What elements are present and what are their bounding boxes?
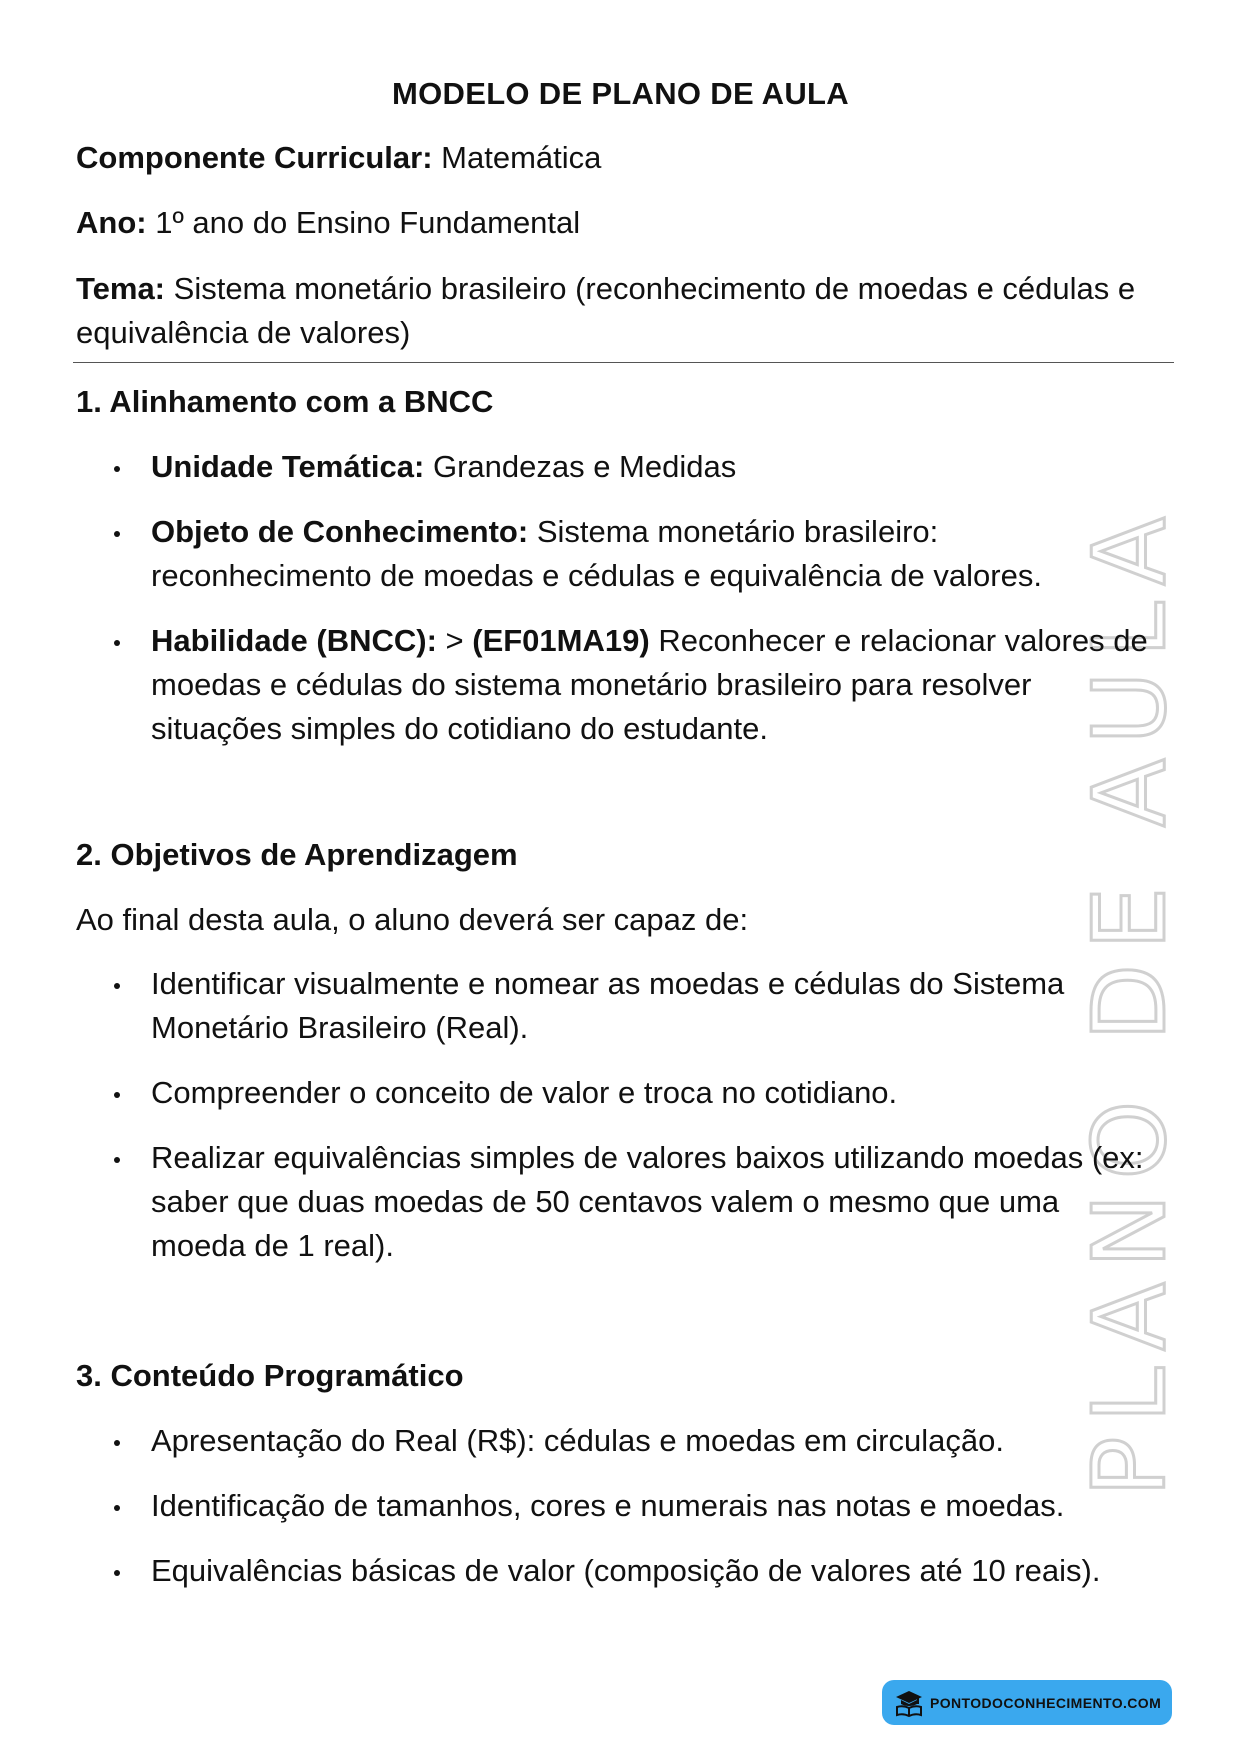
list-item: Equivalências básicas de valor (composição de valores até 10 reais). [151, 1549, 1151, 1593]
page-title: MODELO DE PLANO DE AULA [392, 76, 849, 111]
item-label: Unidade Temática: [151, 449, 425, 484]
watermark-text: PLANO DE AULA [1071, 503, 1188, 1498]
list-item [151, 619, 1151, 751]
meta-componente-value: Matemática [441, 140, 602, 175]
list-item: Identificação de tamanhos, cores e numerais nas notas e moedas. [151, 1484, 1151, 1528]
list-item: Identificar visualmente e nomear as moedas e cédulas do Sistema Monetário Brasileiro (Real). [151, 962, 1151, 1050]
meta-componente [76, 136, 1156, 180]
item-text: Grandezas e Medidas [432, 449, 737, 484]
meta-ano [76, 201, 1156, 245]
list-item: Compreender o conceito de valor e troca no cotidiano. [151, 1071, 1151, 1115]
section-heading-bncc: 1. Alinhamento com a BNCC [76, 384, 494, 419]
item-text: Reconhecer e relacionar valores de moedas e cédulas do sistema monetário brasileiro para resolver situações simples do cotidiano do estudante. [151, 623, 1148, 746]
item-label: Objeto de Conhecimento: [151, 514, 529, 549]
meta-tema-label: Tema: [76, 271, 166, 306]
list-item [151, 510, 1151, 598]
meta-tema-value: Sistema monetário brasileiro (reconhecimento de moedas e cédulas e equivalência de valores) [76, 271, 1136, 350]
objetivos-intro: Ao final desta aula, o aluno deverá ser capaz de: [76, 902, 749, 937]
site-url: PONTODOCONHECIMENTO.COM [930, 1694, 1162, 1711]
meta-tema [76, 267, 1156, 355]
graduation-book-icon [892, 1686, 926, 1720]
list-item: Realizar equivalências simples de valores baixos utilizando moedas (ex: saber que duas moedas de 50 centavos valem o mesmo que uma moeda de 1 real). [151, 1136, 1151, 1268]
item-prefix: > [445, 623, 464, 658]
meta-ano-value: 1º ano do Ensino Fundamental [155, 205, 581, 240]
site-badge[interactable] [882, 1680, 1172, 1725]
item-text: Sistema monetário brasileiro: reconhecimento de moedas e cédulas e equivalência de valores. [151, 514, 1042, 593]
list-item [151, 445, 1151, 489]
item-label: Habilidade (BNCC): [151, 623, 437, 658]
meta-componente-label: Componente Curricular: [76, 140, 433, 175]
meta-ano-label: Ano: [76, 205, 147, 240]
list-item: Apresentação do Real (R$): cédulas e moedas em circulação. [151, 1419, 1151, 1463]
header-divider [73, 362, 1174, 363]
section-heading-objetivos: 2. Objetivos de Aprendizagem [76, 837, 518, 872]
section-heading-conteudo: 3. Conteúdo Programático [76, 1358, 464, 1393]
item-code: (EF01MA19) [472, 623, 650, 658]
